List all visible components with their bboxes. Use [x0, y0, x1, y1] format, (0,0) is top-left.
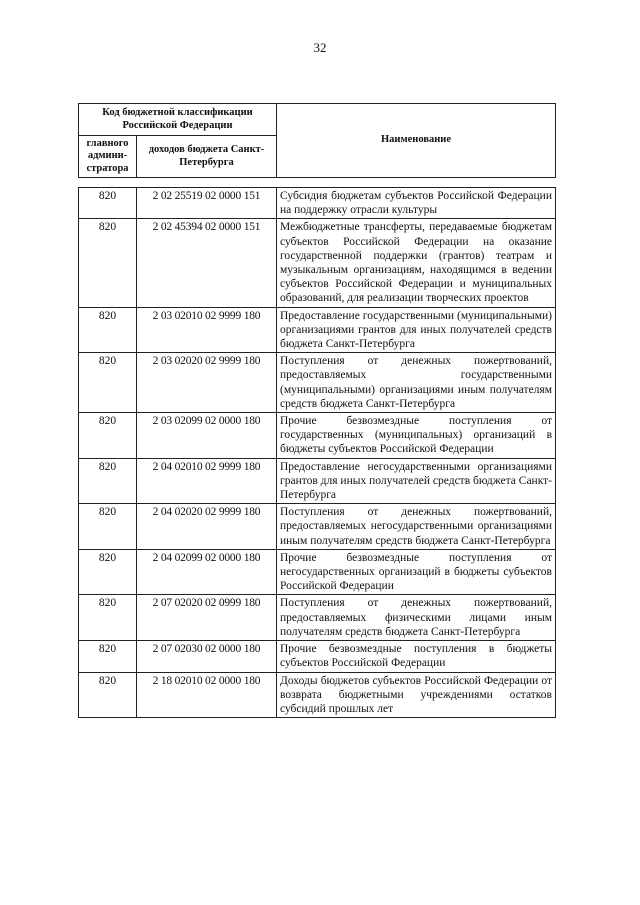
admin-code-cell: 820	[79, 413, 137, 459]
name-cell: Поступления от денежных пожертвований, предоставляемых негосударственными организациями иным получателям средств бюджета Санкт-Петербурга	[277, 504, 556, 550]
admin-code-cell: 820	[79, 188, 137, 219]
name-cell: Доходы бюджетов субъектов Российской Федерации от возврата бюджетными учреждениями остатков субсидий прошлых лет	[277, 672, 556, 718]
income-code-cell: 2 04 02020 02 9999 180	[137, 504, 277, 550]
admin-code-cell: 820	[79, 595, 137, 641]
header-admin: главного админи-стратора	[79, 136, 137, 178]
income-code-cell: 2 03 02099 02 0000 180	[137, 413, 277, 459]
income-code-cell: 2 04 02010 02 9999 180	[137, 458, 277, 504]
header-group-title: Код бюджетной классификации Российской Федерации	[79, 104, 277, 136]
table-row	[79, 188, 556, 219]
table-row	[79, 219, 556, 307]
admin-code-cell: 820	[79, 353, 137, 413]
name-cell: Прочие безвозмездные поступления в бюджеты субъектов Российской Федерации	[277, 641, 556, 672]
income-code-cell: 2 07 02030 02 0000 180	[137, 641, 277, 672]
table-row	[79, 307, 556, 353]
table-row	[79, 458, 556, 504]
name-cell: Субсидия бюджетам субъектов Российской Федерации на поддержку отрасли культуры	[277, 188, 556, 219]
admin-code-cell: 820	[79, 504, 137, 550]
name-cell: Поступления от денежных пожертвований, предоставляемых физическими лицами иным получателям средств бюджета Санкт-Петербурга	[277, 595, 556, 641]
income-code-cell: 2 03 02020 02 9999 180	[137, 353, 277, 413]
table-header	[78, 103, 556, 178]
table-row	[79, 641, 556, 672]
table-row	[79, 413, 556, 459]
name-cell: Прочие безвозмездные поступления от негосударственных организаций в бюджеты субъектов Российской Федерации	[277, 549, 556, 595]
table-row	[79, 595, 556, 641]
income-code-cell: 2 18 02010 02 0000 180	[137, 672, 277, 718]
name-cell: Предоставление негосударственными организациями грантов для иных получателей средств бюджета Санкт-Петербурга	[277, 458, 556, 504]
income-code-cell: 2 04 02099 02 0000 180	[137, 549, 277, 595]
table-row	[79, 549, 556, 595]
name-cell: Межбюджетные трансферты, передаваемые бюджетам субъектов Российской Федерации на оказание государственной поддержки (грантов) театрам и музыкальным организациям, находящимся в ведении субъектов Российской Федерации и муниципальных образований, для реализации творческих проектов	[277, 219, 556, 307]
admin-code-cell: 820	[79, 641, 137, 672]
admin-code-cell: 820	[79, 458, 137, 504]
budget-code-table	[78, 187, 556, 718]
admin-code-cell: 820	[79, 549, 137, 595]
table-row	[79, 353, 556, 413]
header-name: Наименование	[277, 104, 556, 178]
income-code-cell: 2 03 02010 02 9999 180	[137, 307, 277, 353]
admin-code-cell: 820	[79, 672, 137, 718]
income-code-cell: 2 02 45394 02 0000 151	[137, 219, 277, 307]
income-code-cell: 2 02 25519 02 0000 151	[137, 188, 277, 219]
admin-code-cell: 820	[79, 219, 137, 307]
table-row	[79, 504, 556, 550]
page-number: 32	[313, 40, 327, 55]
name-cell: Прочие безвозмездные поступления от государственных (муниципальных) организаций в бюджеты субъектов Российской Федерации	[277, 413, 556, 459]
income-code-cell: 2 07 02020 02 0999 180	[137, 595, 277, 641]
name-cell: Поступления от денежных пожертвований, предоставляемых государственными (муниципальными) организациями иным получателям средств бюджета Санкт-Петербурга	[277, 353, 556, 413]
admin-code-cell: 820	[79, 307, 137, 353]
header-code: доходов бюджета Санкт-Петербурга	[137, 136, 277, 178]
table-row	[79, 672, 556, 718]
name-cell: Предоставление государственными (муниципальными) организациями грантов для иных получателей средств бюджета Санкт-Петербурга	[277, 307, 556, 353]
